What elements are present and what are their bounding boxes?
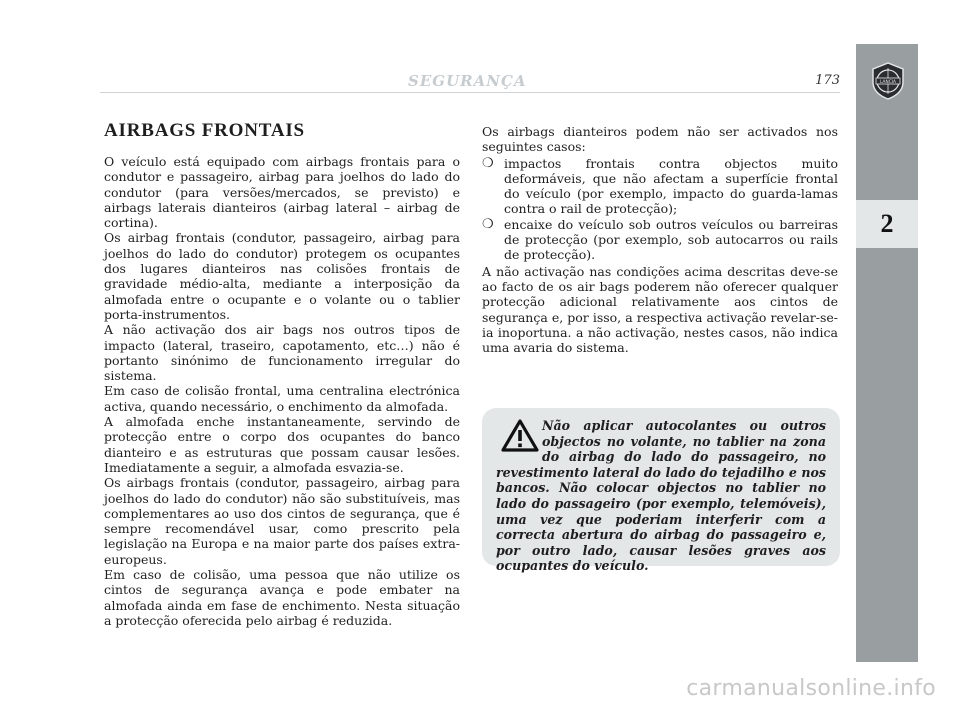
lancia-logo-icon	[870, 62, 906, 100]
watermark: carmanualsonline.info	[686, 676, 936, 701]
warning-box	[482, 408, 840, 574]
list-item-text: impactos frontais contra objectos muito deformáveis, que não afectam a superfície frontal do veículo (por exemplo, impacto do guarda-lamas contra o rail de protecção);	[504, 155, 838, 217]
page-number: 173	[815, 73, 840, 88]
icon-spacer	[496, 418, 542, 462]
closing-paragraph: A não activação nas condições acima descritas deve-se ao facto de os air bags poderem não oferecer qualquer protecção adicional relativamente aos cintos de segurança e, por isso, a respectiva activação revelar-se-ia inoportuna. a não activação, nestes casos, não indica uma avaria do sistema.	[482, 263, 838, 356]
body-paragraph: Os airbag frontais (condutor, passageiro, airbag para joelhos do lado do condutor) protegem os ocupantes dos lugares dianteiros nas colisões frontais de gravidade médio-alta, mediante a interposição da almofada entre o ocupante e o volante ou o tablier porta-instrumentos.	[104, 230, 460, 322]
running-header-title: SEGURANÇA	[408, 72, 527, 90]
chapter-tab: 2	[856, 200, 918, 248]
section-title: AIRBAGS FRONTAIS	[104, 120, 305, 141]
chapter-sidebar	[856, 44, 918, 662]
circle-bullet-icon: ❍	[482, 155, 494, 171]
header-divider	[100, 92, 840, 93]
body-paragraph: Em caso de colisão, uma pessoa que não utilize os cintos de segurança avança e pode embater na almofada ainda em fase de enchimento. Nesta situação a protecção oferecida pelo airbag é reduzida.	[104, 567, 460, 628]
warning-message: Não aplicar autocolantes ou outros objectos no volante, no tablier na zona do airbag do lado do passageiro, no revestimento lateral do lado do tejadilho e nos bancos. Não colocar objectos no tablier no lado do passageiro (por exemplo, telemóveis), uma vez que poderiam interferir com a correcta abertura do airbag do passageiro e, por outro lado, causar lesões graves aos ocupantes do veículo.	[496, 418, 826, 574]
body-paragraph: O veículo está equipado com airbags frontais para o condutor e passageiro, airbag para joelhos do lado do condutor (para versões/mercados, se previsto) e airbags laterais dianteiros (airbag lateral – airbag de cortina).	[104, 154, 460, 231]
body-paragraph: Em caso de colisão frontal, uma centralina electrónica activa, quando necessário, o enchimento da almofada.	[104, 383, 460, 414]
body-paragraph: A almofada enche instantaneamente, servindo de protecção entre o corpo dos ocupantes do banco dianteiro e as estruturas que possam causar lesões. Imediatamente a seguir, a almofada esvazia-se.	[104, 414, 460, 475]
list-item	[482, 156, 838, 217]
warning-text	[496, 418, 826, 574]
list-item	[482, 217, 838, 263]
body-paragraph: A não activação dos air bags nos outros tipos de impacto (lateral, traseiro, capotamento, etc…) não é portanto sinónimo de funcionamento irregular do sistema.	[104, 322, 460, 384]
list-item-text: encaixe do veículo sob outros veículos ou barreiras de protecção (por exemplo, sob autocarros ou rails de protecção).	[504, 216, 838, 263]
right-column	[482, 124, 838, 355]
circle-bullet-icon: ❍	[482, 216, 494, 232]
intro-paragraph: Os airbags dianteiros podem não ser activados nos seguintes casos:	[482, 124, 838, 155]
bullet-list	[482, 156, 838, 263]
left-column	[104, 120, 460, 628]
logo-text: LANCIA	[880, 80, 896, 85]
body-paragraph: Os airbags frontais (condutor, passageiro, airbag para joelhos do lado do condutor) não são substituíveis, mas complementares ao uso dos cintos de segurança, que é sempre recomendável usar, como prescrito pela legislação na Europa e na maior parte dos países extra-europeus.	[104, 475, 460, 567]
